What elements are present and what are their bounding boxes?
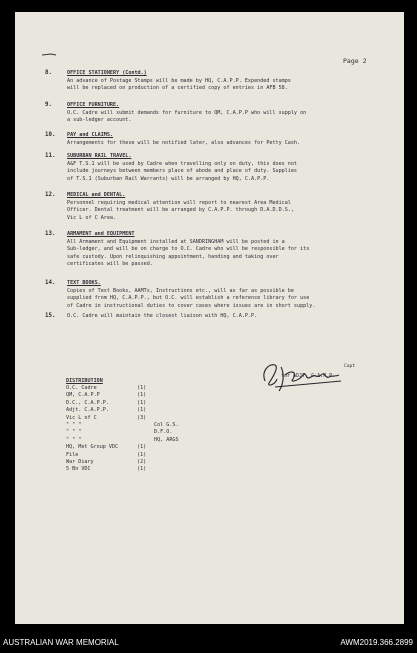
item-line: include journeys between members place of abode and place of duty. Supplies [67, 168, 298, 175]
footer-accession-number: AWM2019.366.2899 [340, 638, 413, 647]
item-line: O.C. Cadre will maintain the closest liaison with HQ, C.A.P.P. [67, 313, 258, 319]
item-line: of Cadre in instructional duties to cover cases where issues are in short supply. [67, 302, 316, 309]
distribution-recipient: QM, C.A.P.P [66, 392, 100, 399]
distribution-recipient: War Diary [66, 458, 94, 465]
distribution-recipient: File [66, 451, 79, 458]
document-page [15, 12, 404, 624]
item-text [67, 70, 385, 93]
item-number: 15. [45, 313, 56, 319]
item-number: 10. [45, 132, 56, 138]
distribution-recipient: Adjt. C.A.P.P. [66, 407, 109, 414]
item-number: 14. [45, 280, 56, 286]
item-line: of T.S.1 (Suburban Rail Warrants) will be arranged by HQ, C.A.P.P. [67, 175, 270, 182]
item-number: 8. [45, 70, 52, 76]
distribution-row [66, 415, 246, 422]
distribution-row [66, 459, 246, 466]
item-heading: OFFICE STATIONERY (Contd.) [67, 70, 147, 76]
item-line: All Armament and Equipment installed at SANDRINGHAM will be posted in a [67, 238, 285, 245]
distribution-row [66, 422, 246, 429]
item-text [67, 153, 385, 183]
distribution-row [66, 437, 246, 444]
distribution-row [66, 392, 246, 399]
distribution-row [66, 400, 246, 407]
distribution-row [66, 452, 246, 459]
item-number: 12. [45, 192, 56, 198]
distribution-row [66, 429, 246, 436]
item-line: a sub-ledger account. [67, 117, 132, 124]
item-text [67, 132, 385, 147]
item-text [67, 102, 385, 125]
distribution-extra: D.F.O. [154, 429, 173, 436]
distribution-row [66, 407, 246, 414]
item-heading: OFFICE FURNITURE. [67, 102, 120, 108]
distribution-recipient: Vic L of C [66, 414, 97, 421]
distribution-recipient: " " " [66, 429, 82, 436]
distribution-copies: (1) [137, 385, 147, 391]
distribution-row [66, 466, 246, 473]
distribution-copies: (1) [137, 392, 147, 399]
item-line: will be replaced on production of a certified copy of entries in AFB 58. [67, 85, 288, 92]
item-line: Officer. Dental treatment will be arranged by C.A.P.P. through D.A.D.D.S., [67, 207, 294, 214]
distribution-extra: HQ, ARGS [154, 436, 179, 443]
footer-institution: AUSTRALIAN WAR MEMORIAL [3, 638, 119, 647]
distribution-copies: (1) [137, 399, 147, 406]
item-text [67, 280, 385, 310]
item-text [67, 231, 385, 269]
distribution-copies: (3) [137, 414, 147, 421]
item-line: An advance of Postage Stamps will be made by HQ, C.A.P.P. Expended stamps [67, 77, 291, 84]
distribution-copies: (1) [137, 407, 147, 414]
distribution-recipient: O.C. Cadre [66, 385, 97, 391]
distribution-recipient: " " " [66, 421, 82, 428]
item-heading: SUBURBAN RAIL TRAVEL. [67, 153, 132, 159]
page-number: Page 2 [343, 57, 367, 65]
signature-for-line: for ADJT, C.A.P.P. [281, 373, 336, 379]
signature-rank: Capt [344, 364, 356, 369]
item-number: 9. [45, 102, 52, 108]
item-text [67, 192, 385, 222]
distribution-copies: (1) [137, 466, 147, 473]
item-line: Vic L of C Area. [67, 214, 117, 221]
footer-bar [0, 636, 417, 653]
item-line: Arrangements for these will be notified later, also advances for Petty Cash. [67, 139, 301, 146]
item-line: supplied from HQ, C.A.P.P., but O.C. will establish a reference library for use [67, 295, 310, 302]
item-line: O.C. Cadre will submit demands for furniture to QM, C.A.P.P who will supply on [67, 109, 307, 116]
item-line: safe custody. Upon relinquishing appointment, handing and taking over [67, 253, 279, 260]
punch-hole-mark [42, 52, 56, 58]
item-line: A&F T.S.1 will be used by Cadre when travelling only on duty, this does not [67, 160, 298, 167]
item-heading: ARMAMENT and EQUIPMENT [67, 231, 135, 237]
item-heading: PAY and CLAIMS. [67, 132, 114, 138]
item-line: Sub-ledger, and will be on charge to O.C. Cadre who will be responsible for its [67, 246, 310, 253]
distribution-copies: (2) [137, 458, 147, 465]
distribution-recipient: " " " [66, 436, 82, 443]
distribution-heading: DISTRIBUTION [66, 378, 103, 384]
distribution-recipient: D.C., C.A.P.P. [66, 399, 109, 406]
item-heading: TEXT BOOKS. [67, 280, 101, 286]
item-line: certificates will be passed. [67, 261, 153, 268]
item-line: Personnel requiring medical attention will report to nearest Area Medical [67, 199, 291, 206]
item-number: 11. [45, 153, 56, 159]
distribution-block [66, 378, 246, 474]
distribution-row [66, 444, 246, 451]
distribution-recipient: HQ, Met Group VDC [66, 444, 119, 451]
distribution-extra: Col G.S. [154, 421, 179, 428]
item-number: 13. [45, 231, 56, 237]
distribution-copies: (1) [137, 444, 147, 451]
item-line: Copies of Text Books, AAMTs, Instructions etc., will as far as possible be [67, 287, 294, 294]
item-heading: MEDICAL and DENTAL. [67, 192, 126, 198]
distribution-recipient: 5 Bn VDC [66, 466, 91, 473]
item-text [67, 313, 385, 321]
distribution-copies: (1) [137, 451, 147, 458]
distribution-row [66, 385, 246, 392]
